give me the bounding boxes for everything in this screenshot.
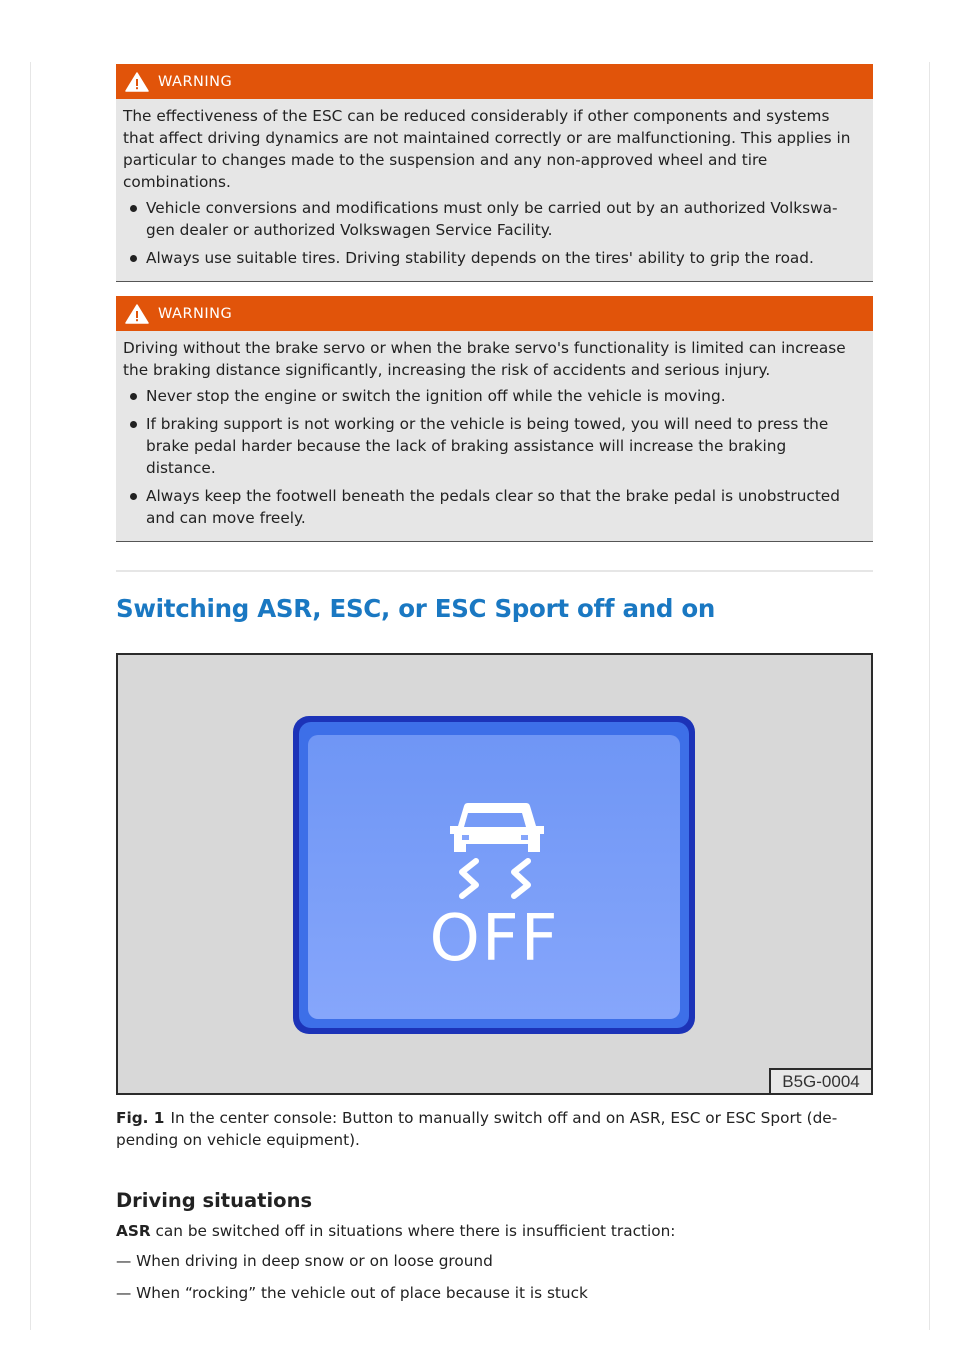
- warning-bullet: [123, 197, 859, 241]
- section-divider: [116, 570, 873, 572]
- bullet-dot-icon: [130, 205, 137, 212]
- warning-bullet-text: Always keep the footwell beneath the pedals clear so that the brake pedal is unobstructed and can move freely.: [146, 487, 840, 527]
- figure-caption: [116, 1107, 873, 1151]
- warning-bullet: [123, 247, 859, 269]
- caption-label: Fig. 1: [116, 1109, 165, 1127]
- warning-intro: The effectiveness of the ESC can be reduced considerably if other components and systems that affect driving dynamics are not maintained correctly or are malfunctioning. This applies in particular to changes made to the suspension and any non-approved wheel and tire combinations.: [123, 107, 851, 191]
- warning-bullet-text: If braking support is not working or the vehicle is being towed, you will need to press the brake pedal harder because the lack of braking assistance will increase the braking distance.: [146, 415, 829, 477]
- warning-header: [116, 64, 873, 99]
- asr-intro-text: can be switched off in situations where there is insufficient traction:: [150, 1222, 676, 1240]
- bullet-dot-icon: [130, 493, 137, 500]
- warning-body: [116, 99, 873, 281]
- left-margin-rule: [30, 62, 31, 1330]
- warning-title: WARNING: [158, 73, 233, 90]
- button-off-label: OFF: [429, 902, 560, 976]
- bullet-dot-icon: [130, 393, 137, 400]
- warning-bullet-text: Never stop the engine or switch the ignition off while the vehicle is moving.: [146, 387, 726, 405]
- warning-bullet: [123, 385, 859, 407]
- warning-bullet: [123, 485, 859, 529]
- figure-code: B5G-0004: [769, 1068, 871, 1093]
- page-content: [116, 64, 873, 1314]
- asr-intro-paragraph: [116, 1220, 873, 1242]
- bullet-dot-icon: [130, 421, 137, 428]
- bullet-dot-icon: [130, 255, 137, 262]
- subsection-title: Driving situations: [116, 1189, 313, 1212]
- caption-text: In the center console: Button to manually switch off and on ASR, ESC or ESC Sport (de-pending on vehicle equipment).: [116, 1109, 838, 1149]
- warning-bullet-text: Vehicle conversions and modifications must only be carried out by an authorized Volkswa-gen dealer or authorized Volkswagen Service Facility.: [146, 199, 838, 239]
- list-item: — When driving in deep snow or on loose ground: [116, 1252, 493, 1270]
- warning-title: WARNING: [158, 305, 233, 322]
- warning-intro: Driving without the brake servo or when the brake servo's functionality is limited can increase the braking distance significantly, increasing the risk of accidents and serious injury.: [123, 339, 846, 379]
- warning-header: [116, 296, 873, 331]
- situations-list: [116, 1250, 873, 1304]
- warning-box: [116, 296, 873, 542]
- warning-body: [116, 331, 873, 541]
- section-title: Switching ASR, ESC, or ESC Sport off and on: [116, 594, 715, 623]
- warning-bullet: [123, 413, 859, 479]
- warning-bullet-text: Always use suitable tires. Driving stability depends on the tires' ability to grip the road.: [146, 249, 814, 267]
- figure-esc-button: [116, 653, 873, 1095]
- esc-off-button-icon: [118, 655, 871, 1093]
- list-item: — When “rocking” the vehicle out of place because it is stuck: [116, 1284, 588, 1302]
- warning-bullet-list: [123, 197, 859, 269]
- right-margin-rule: [929, 62, 930, 1330]
- warning-triangle-icon: [125, 304, 149, 324]
- asr-term: ASR: [116, 1222, 151, 1240]
- warning-bullet-list: [123, 385, 859, 529]
- warning-box: [116, 64, 873, 282]
- warning-triangle-icon: [125, 72, 149, 92]
